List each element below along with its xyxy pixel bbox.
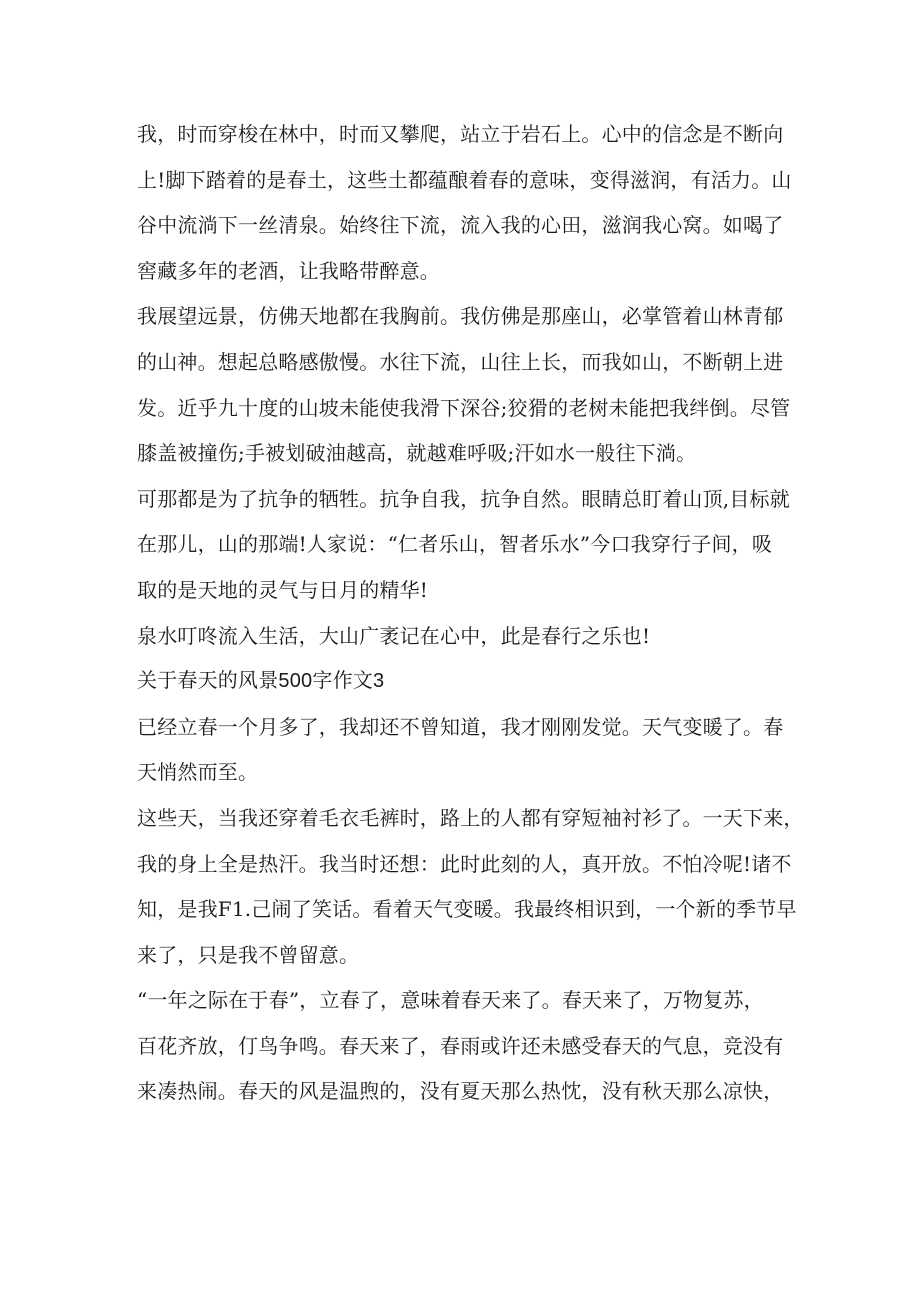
text-line: 在那儿，山的那端!人家说：“仁者乐山，智者乐水”今口我穿行子间，吸 xyxy=(137,532,773,557)
text-line: 的山神。想起总略感傲慢。水往下流，山往上长，而我如山，不断朝上进 xyxy=(137,349,784,374)
text-line: 我，时而穿梭在林中，时而又攀爬，站立于岩石上。心中的信念是不断向 xyxy=(137,122,784,146)
text-line: 百花齐放，仃鸟争鸣。春天来了，春雨或许还未感受春天的气息，竞没有 xyxy=(137,1033,784,1058)
text-line: 这些天，当我还穿着毛衣毛裤时，路上的人都有穿短袖衬衫了。一天下来， xyxy=(137,805,804,830)
text-line: 上!脚下踏着的是春土，这些土都蕴酿着春的意味，变得滋润，有活力。山 xyxy=(137,167,792,192)
text-line: 来凑热闹。春天的风是温煦的，没有夏天那么热忱，没有秋天那么凉快， xyxy=(137,1079,784,1104)
text-line: 天悄然而至。 xyxy=(137,760,259,785)
text-line: 我展望远景，仿佛天地都在我胸前。我仿佛是那座山，必掌管着山林青郁 xyxy=(137,304,784,329)
text-line: “一年之际在于春”，立春了，意味着春天来了。春天来了，万物复苏， xyxy=(137,988,764,1013)
text-line: 膝盖被撞伤;手被划破油越高，就越难呼吸;汗如水一般往下淌。 xyxy=(137,441,697,466)
text-line: 窖藏多年的老酒，让我略带醉意。 xyxy=(137,258,440,283)
text-line: 来了，只是我不曾留意。 xyxy=(137,942,360,967)
text-line: 已经立春一个月多了，我却还不曾知道，我才刚刚发觉。天气变暖了。春 xyxy=(137,714,784,739)
text-line: 可那都是为了抗争的牺牲。抗争自我，抗争自然。眼睛总盯着山顶,目标就 xyxy=(137,486,790,511)
text-line: 发。近乎九十度的山坡未能使我滑下深谷;狡猾的老树未能把我绊倒。尽管 xyxy=(137,395,791,420)
text-line: 取的是天地的灵气与日月的精华! xyxy=(137,577,429,602)
text-line: 谷中流淌下一丝清泉。始终往下流，流入我的心田，滋润我心窝。如喝了 xyxy=(137,213,784,238)
text-line: 泉水叮咚流入生活，大山广袤记在心中，此是春行之乐也! xyxy=(137,623,651,648)
text-line: 我的身上全是热汗。我当时还想：此时此刻的人，真开放。不怕冷呢!诸不 xyxy=(137,851,792,876)
section-heading: 关于春天的风景500字作文3 xyxy=(137,670,385,693)
text-line: 知，是我F1.己闹了笑话。看着天气变暖。我最终相识到，一个新的季节早 xyxy=(137,897,797,922)
document-body xyxy=(137,112,804,1115)
